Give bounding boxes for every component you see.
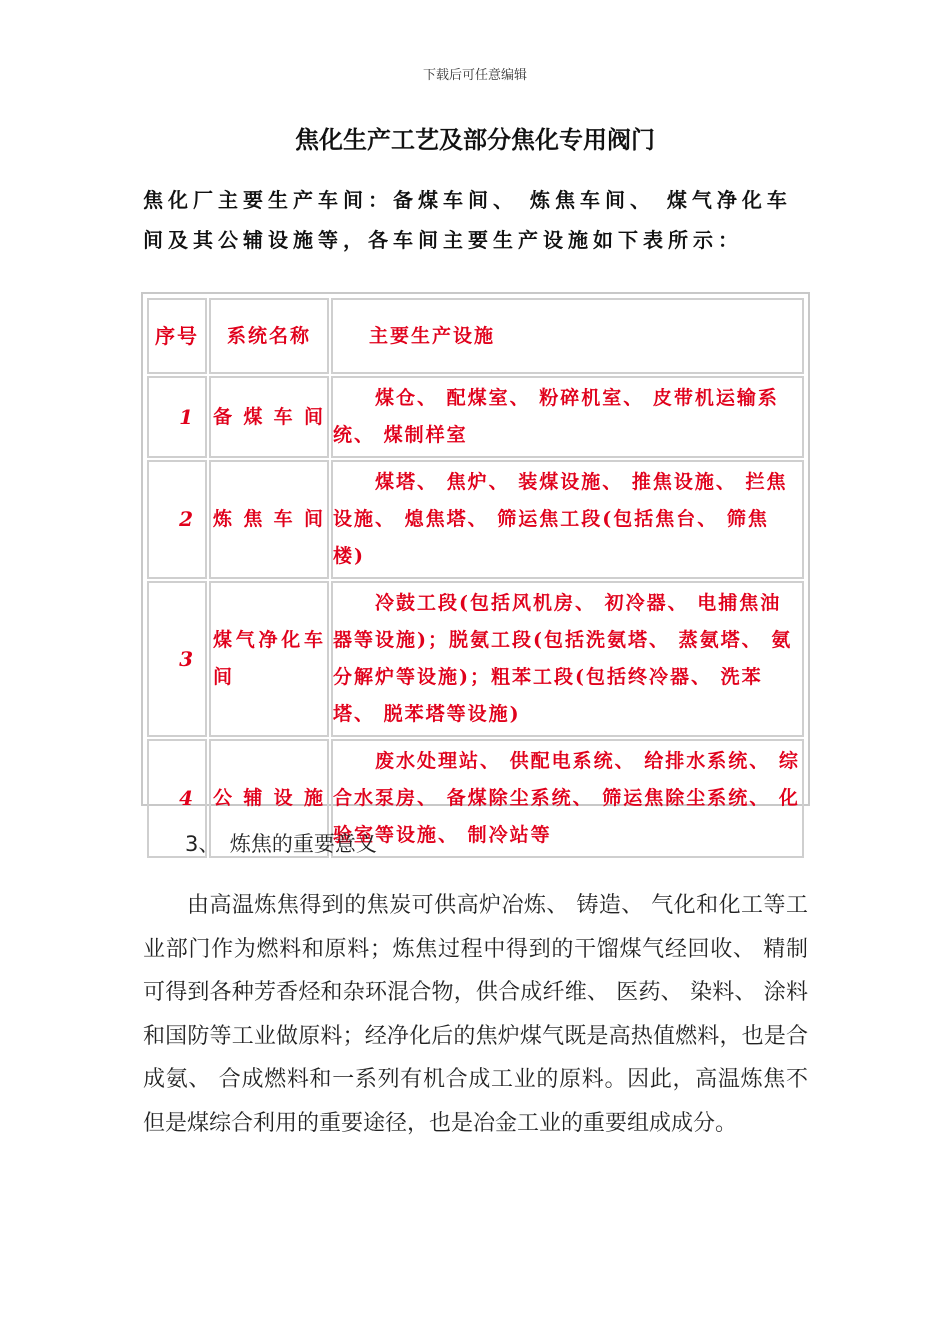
row-no: 3 bbox=[147, 581, 207, 737]
row-no: 1 bbox=[147, 376, 207, 458]
table-row bbox=[147, 460, 804, 579]
table-header-row bbox=[147, 298, 804, 374]
row-facilities: 冷鼓工段(包括风机房、 初冷器、 电捕焦油器等设施)；脱氨工段(包括洗氨塔、 蒸氨塔、 氨分解炉等设施)；粗苯工段(包括终冷器、 洗苯塔、 脱苯塔等设施) bbox=[331, 581, 804, 737]
row-system: 煤气净化车间 bbox=[209, 581, 329, 737]
header-system: 系统名称 bbox=[209, 298, 329, 374]
row-facilities: 废水处理站、 供配电系统、 给排水系统、 综合水泵房、 备煤除尘系统、 筛运焦除尘系统、 化验室等设施、 制冷站等 bbox=[331, 739, 804, 858]
page-title: 焦化生产工艺及部分焦化专用阀门 bbox=[295, 126, 655, 154]
row-facilities: 煤仓、 配煤室、 粉碎机室、 皮带机运输系统、 煤制样室 bbox=[331, 376, 804, 458]
section-heading: 3、 炼焦的重要意义 bbox=[185, 832, 377, 856]
row-facilities: 煤塔、 焦炉、 装煤设施、 推焦设施、 拦焦设施、 熄焦塔、 筛运焦工段(包括焦台、 筛焦楼) bbox=[331, 460, 804, 579]
table-row bbox=[147, 581, 804, 737]
row-no: 4 bbox=[147, 739, 207, 858]
body-paragraph: 由高温炼焦得到的焦炭可供高炉冶炼、 铸造、 气化和化工等工业部门作为燃料和原料；炼焦过程中得到的干馏煤气经回收、 精制可得到各种芳香烃和杂环混合物，供合成纤维、 医药、 染料、 涂料和国防等工业做原料；经净化后的焦炉煤气既是高热值燃料，也是合成氨、 合成燃料和一系列有机合成工业的原料。因此，高温炼焦不但是煤综合利用的重要途径，也是冶金工业的重要组成成分。 bbox=[143, 893, 808, 1136]
intro-paragraph: 焦化厂主要生产车间：备煤车间、 炼焦车间、 煤气净化车间及其公辅设施等，各车间主要生产设施如下表所示： bbox=[143, 188, 792, 252]
table-row bbox=[147, 376, 804, 458]
row-no: 2 bbox=[147, 460, 207, 579]
header-note: 下载后可任意编辑 bbox=[422, 68, 527, 83]
header-facilities: 主要生产设施 bbox=[331, 298, 804, 374]
row-system: 备煤车间 bbox=[209, 376, 329, 458]
header-no: 序号 bbox=[147, 298, 207, 374]
row-system: 炼焦车间 bbox=[209, 460, 329, 579]
row-system: 公辅设施 bbox=[209, 739, 329, 858]
